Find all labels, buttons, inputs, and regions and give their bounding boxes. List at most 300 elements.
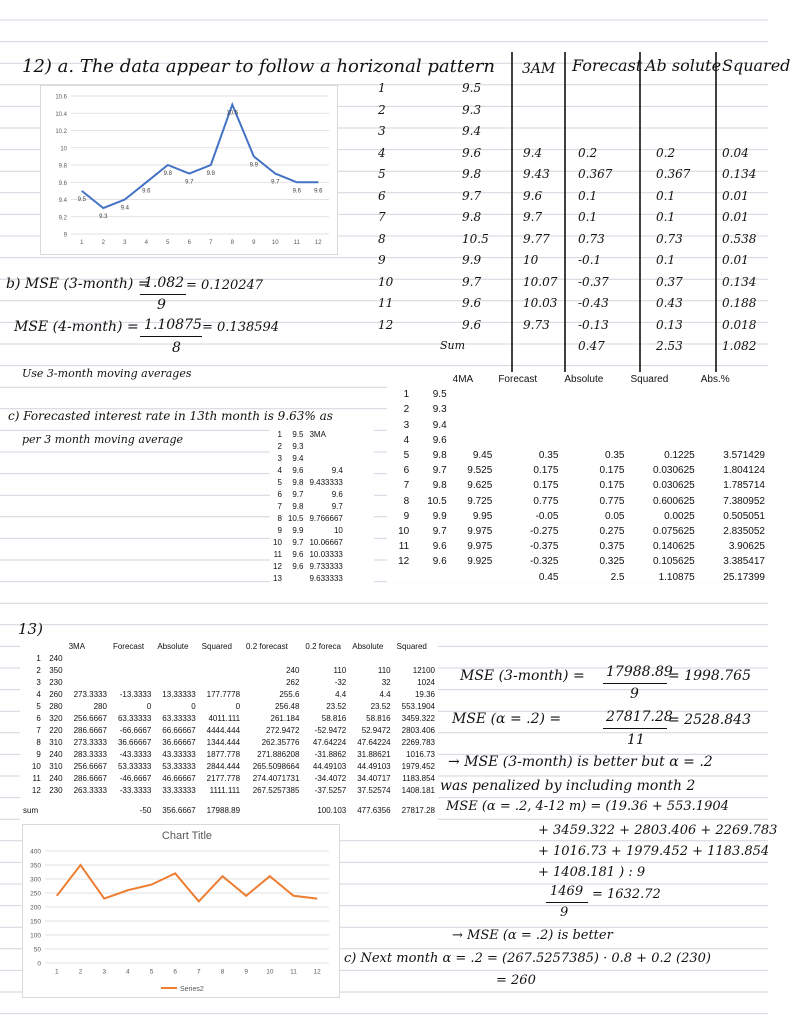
hw-table-cell: 9.4 <box>462 124 482 138</box>
table-cell: 0.775 <box>599 495 625 507</box>
table-cell: 52.9472 <box>361 725 391 735</box>
hw-table-cell: 0.13 <box>656 317 683 332</box>
x-tick-label: 7 <box>209 240 213 246</box>
table-cell: 110 <box>333 665 347 675</box>
chart-title: Chart Title <box>161 830 213 842</box>
hw-header-forecast: Forecast <box>572 56 643 75</box>
p13-better-note: → MSE (α = .2) is better <box>452 928 613 943</box>
part-c-line2: per 3 month moving average <box>22 433 183 446</box>
table-cell <box>302 652 349 664</box>
table-cell: 6 <box>403 465 410 477</box>
table-cell: 261.184 <box>270 713 300 723</box>
p13-note-1: → MSE (3-month) is better but α = .2 <box>448 754 713 770</box>
table-cell <box>450 569 496 584</box>
table-header-cell: Squared <box>630 374 669 386</box>
table-cell <box>66 664 110 676</box>
hw-table-cell: 0.538 <box>722 231 757 246</box>
table-cell <box>306 452 345 464</box>
hw-table-cell: 0.1 <box>656 253 676 267</box>
table-cell: 0.35 <box>605 450 625 462</box>
table-cell: 6 <box>36 713 41 723</box>
table-cell: 2844.444 <box>206 761 241 771</box>
table-cell: 0.140625 <box>653 541 695 553</box>
hw-table-cell: 0.1 <box>656 188 676 203</box>
table-cell: 9.6 <box>432 541 447 553</box>
table-cell <box>495 418 561 433</box>
table-cell: 1877.778 <box>206 749 241 759</box>
mse3-result: = 0.120247 <box>186 278 264 293</box>
table-cell: 0.105625 <box>653 556 695 568</box>
hw-table-cell: 0.2 <box>578 145 598 160</box>
p13-mse-line-2: + 3459.322 + 2803.406 + 2269.783 <box>538 823 778 838</box>
table-cell: 9.433333 <box>309 477 343 487</box>
hw-table-cell: 9.3 <box>462 102 482 117</box>
part-c-line1: c) Forecasted interest rate in 13th month is 9.63% as <box>8 409 333 423</box>
table-cell: 9.9 <box>432 510 447 522</box>
x-tick-label: 9 <box>252 240 256 246</box>
x-tick-label: 4 <box>126 968 130 976</box>
table-row <box>270 548 346 560</box>
p13-mse-alpha-label: MSE (α = .2) = <box>452 711 562 727</box>
table-cell: 240 <box>49 653 63 663</box>
x-tick-label: 1 <box>55 968 59 976</box>
table-row <box>270 536 346 548</box>
table-cell: 9.7 <box>432 465 447 477</box>
table-cell: 9.525 <box>467 465 493 477</box>
hw-table-cell: 9.5 <box>462 81 482 95</box>
table-cell: 286.6667 <box>73 773 107 783</box>
table-cell: 7 <box>36 725 41 735</box>
table-cell: 6 <box>277 489 282 499</box>
table-cell: 273.3333 <box>73 689 107 699</box>
table-cell: 9.7 <box>292 489 304 499</box>
table-cell <box>561 433 627 448</box>
mse4-denominator: 8 <box>172 340 181 356</box>
table-header-row <box>20 640 438 652</box>
table-row <box>270 512 346 524</box>
hw-table-cell: 9 <box>378 253 386 267</box>
hw-table-cell: 0.134 <box>722 274 757 289</box>
y-tick-label: 100 <box>30 932 41 940</box>
table-cell: 9.95 <box>472 510 493 522</box>
data-label: 10.5 <box>226 110 239 117</box>
x-tick-label: 5 <box>149 968 154 976</box>
table-cell: 37.52574 <box>357 785 391 795</box>
hw-table-cell: 9.43 <box>523 167 550 181</box>
table-cell: 9.6 <box>292 561 304 571</box>
table-cell: 0 <box>191 701 196 711</box>
table-cell: 0.325 <box>599 556 625 568</box>
p13-mse-alpha-denominator: 11 <box>627 732 645 748</box>
table-cell: 3 <box>36 677 41 687</box>
table-cell <box>394 652 438 664</box>
table-spacer-row <box>20 796 438 804</box>
table-cell: 44.49103 <box>312 761 347 771</box>
table-cell: 2.5 <box>610 571 625 583</box>
table-cell: 12100 <box>412 665 435 675</box>
table-cell: -52.9472 <box>314 725 347 735</box>
problem-13-heading: 13) <box>18 620 43 638</box>
hw-table-cell: 0.1 <box>656 210 676 224</box>
x-tick-label: 8 <box>220 968 225 976</box>
table-cell: -13.3333 <box>119 689 152 699</box>
hw-table-cell: 0.1 <box>578 210 598 224</box>
hw-table-cell: 9.7 <box>523 210 543 224</box>
x-tick-label: 12 <box>313 968 321 976</box>
table-cell: 9.45 <box>472 450 493 462</box>
table-cell: -37.5257 <box>314 785 347 795</box>
table-cell: 256.6667 <box>73 761 107 771</box>
x-tick-label: 3 <box>123 240 127 246</box>
table-cell: 240 <box>49 749 63 759</box>
table-cell: 3.385417 <box>723 556 765 568</box>
table-cell: 7.380952 <box>723 495 765 507</box>
table-cell: 0.175 <box>533 465 559 477</box>
hw-table-cell: 9.6 <box>462 317 482 332</box>
table-row <box>270 452 346 464</box>
table-cell: 0.175 <box>599 465 625 477</box>
table-header-cell: Squared <box>201 641 232 651</box>
table-cell: 1.804124 <box>723 465 765 477</box>
table-cell <box>561 418 627 433</box>
table-row <box>270 488 346 500</box>
table-cell: 2.835052 <box>723 525 765 537</box>
table-header-cell: Absolute <box>352 641 384 651</box>
table-header-cell: Absolute <box>157 641 189 651</box>
hw-table-cell: 9.7 <box>462 188 482 203</box>
table-sum-row <box>20 804 438 816</box>
table-cell <box>698 433 768 448</box>
table-cell: 1.10875 <box>658 571 695 583</box>
p13-mse-alpha-numerator: 27817.28 <box>606 709 673 725</box>
x-tick-label: 7 <box>197 968 201 976</box>
table-cell: 23.52 <box>370 701 391 711</box>
table-cell: 9 <box>36 749 41 759</box>
data-label: 9.3 <box>99 214 108 221</box>
table-cell <box>199 664 243 676</box>
x-tick-label: 1 <box>80 240 84 246</box>
table-cell: 9.625 <box>467 480 493 492</box>
table-row <box>20 736 438 748</box>
table-cell: 262 <box>286 677 300 687</box>
y-tick-label: 350 <box>30 862 41 870</box>
p13-next-month-line2: = 260 <box>496 973 536 988</box>
table-cell: -0.275 <box>530 525 559 537</box>
table-cell: 8 <box>403 495 410 507</box>
table-cell: 2269.783 <box>401 737 435 747</box>
table-header-cell: 9.5 <box>292 429 304 439</box>
table-cell <box>450 402 496 417</box>
hw-table-cell: -0.1 <box>578 253 602 267</box>
hw-table-cell: 0.04 <box>722 145 749 160</box>
table-cell: 9.6 <box>292 549 304 559</box>
hw-sum-value: 2.53 <box>656 339 683 353</box>
table-row <box>387 387 768 402</box>
table-cell: 5 <box>36 701 41 711</box>
table-cell: -0.325 <box>530 556 559 568</box>
p13-mse-alpha-fraction-bar <box>603 728 667 729</box>
mse4-numerator: 1.10875 <box>144 317 202 333</box>
table-cell: 9.4 <box>432 419 447 431</box>
table-cell: 12 <box>398 556 410 568</box>
table-row <box>270 572 346 584</box>
mse3-numerator: 1.082 <box>144 275 185 291</box>
table-cell: 9 <box>277 525 282 535</box>
table-cell: 10 <box>398 525 410 537</box>
x-tick-label: 11 <box>290 968 297 976</box>
table-cell: 9.8 <box>292 477 304 487</box>
table-cell: 9.8 <box>432 480 447 492</box>
table-cell: 47.64224 <box>357 737 391 747</box>
table-cell <box>698 418 768 433</box>
table-cell: 3 <box>403 419 410 431</box>
table-cell: 25.17399 <box>723 571 765 583</box>
table-cell: 1016.73 <box>406 749 435 759</box>
table-cell <box>243 652 302 664</box>
table-cell: 10 <box>273 537 282 547</box>
table-row <box>387 494 768 509</box>
demand-chart-svg <box>23 825 339 997</box>
table-cell <box>698 387 768 402</box>
table-cell <box>306 440 345 452</box>
hw-table-cell: 1 <box>378 81 386 95</box>
table-cell <box>495 402 561 417</box>
x-tick-label: 3 <box>102 968 106 976</box>
table-row <box>270 440 346 452</box>
hw-header-squared: Squared <box>722 56 790 75</box>
y-tick-label: 10.4 <box>55 111 67 118</box>
table-cell: 1024 <box>417 677 435 687</box>
series-line <box>57 865 317 901</box>
table-cell: 9.4 <box>292 453 304 463</box>
table-row <box>387 418 768 433</box>
table-cell: 9.6 <box>432 434 447 446</box>
hw-table-cell: -0.37 <box>578 274 609 289</box>
table-cell: 310 <box>49 737 63 747</box>
table-cell: 0.0025 <box>664 510 695 522</box>
table-cell: 58.816 <box>366 713 391 723</box>
table-header-cell: Absolute <box>564 374 604 386</box>
p13-mse3-denominator: 9 <box>630 686 639 702</box>
table-cell: -46.6667 <box>119 773 152 783</box>
y-tick-label: 50 <box>33 946 41 954</box>
table-cell: 356.6667 <box>162 805 196 815</box>
table-cell: 0.175 <box>533 480 559 492</box>
table-row <box>387 478 768 493</box>
table-cell: 255.6 <box>279 689 300 699</box>
table-cell: 553.1904 <box>401 701 435 711</box>
demand-chart <box>22 824 340 998</box>
hw-table-cell: 8 <box>378 231 386 246</box>
p13-note-2: was penalized by including month 2 <box>440 778 696 794</box>
hw-table-cell: 3 <box>378 124 386 138</box>
table-cell <box>199 652 243 664</box>
table-cell: 350 <box>49 665 63 675</box>
table-cell <box>154 664 198 676</box>
table-cell: 7 <box>403 480 410 492</box>
table-cell: 9.3 <box>432 404 447 416</box>
mse3-fraction-bar <box>140 294 186 295</box>
table-cell: 2803.406 <box>401 725 435 735</box>
x-tick-label: 10 <box>266 968 274 976</box>
table-cell: 262.35776 <box>261 737 300 747</box>
hw-table-cell: 10.5 <box>462 231 489 246</box>
y-tick-label: 9.4 <box>58 198 67 204</box>
table-row <box>387 509 768 524</box>
table-cell: 9 <box>403 510 410 522</box>
data-label: 9.6 <box>142 188 151 195</box>
hw-table-cell: 0.43 <box>656 296 683 310</box>
table-cell: 27817.28 <box>401 805 435 815</box>
table-cell: 0 <box>146 701 152 711</box>
p13-mse3-label: MSE (3-month) = <box>460 668 585 684</box>
hw-table-cell: 2 <box>378 102 386 117</box>
table-cell: 2177.778 <box>206 773 241 783</box>
table-cell: 47.64224 <box>312 737 347 747</box>
table-cell: 11 <box>398 541 410 553</box>
table-cell: 3.571429 <box>723 450 765 462</box>
hw-table-cell: 0.367 <box>656 167 691 181</box>
hw-sum-label: Sum <box>440 339 466 352</box>
table-cell: 9.7 <box>432 525 447 537</box>
hw-table-cell: 10.03 <box>523 296 558 310</box>
table-cell: 0.505051 <box>723 510 765 522</box>
hw-table-cell: 0.37 <box>656 274 683 289</box>
hw-table-cell: 0.188 <box>722 296 757 310</box>
table-cell: 9.7 <box>331 501 343 511</box>
table-header-cell: 0.2 forecast <box>246 641 288 651</box>
hw-table-cell: 9.4 <box>523 145 543 160</box>
y-tick-label: 9.8 <box>58 163 67 170</box>
table-cell: 1 <box>36 653 41 663</box>
p13-frac-bar <box>546 902 588 903</box>
table-row <box>270 560 346 572</box>
table-cell: 256.48 <box>274 701 300 711</box>
table-header-row <box>270 428 346 440</box>
y-tick-label: 0 <box>37 960 41 968</box>
table-cell: 9.975 <box>467 541 493 553</box>
table-cell: 10.06667 <box>309 537 343 547</box>
table-cell: 44.49103 <box>357 761 391 771</box>
hw-table-cell: 9.73 <box>523 317 550 332</box>
table-cell: -66.6667 <box>119 725 152 735</box>
mse4-fraction-bar <box>140 336 202 337</box>
table-row <box>20 664 438 676</box>
table-cell: 4 <box>403 434 410 446</box>
hw-table-cell: 0.01 <box>722 188 749 203</box>
table-header-cell <box>20 640 44 652</box>
ma4-table <box>387 372 768 582</box>
table-header-cell: 3MA <box>68 641 86 651</box>
y-tick-label: 10.2 <box>55 129 67 135</box>
table-row <box>20 784 438 796</box>
y-tick-label: 10 <box>60 146 67 153</box>
p13-mse-line-3: + 1016.73 + 1979.452 + 1183.854 <box>538 844 770 859</box>
table-cell: 12 <box>273 561 282 571</box>
p13-mse3-numerator: 17988.89 <box>606 664 673 680</box>
hw-table-cell: 0.73 <box>656 231 683 246</box>
x-tick-label: 2 <box>78 968 83 976</box>
table-cell: 0.05 <box>605 510 625 522</box>
table-cell <box>495 433 561 448</box>
table-cell <box>44 804 66 816</box>
table-cell: 8 <box>277 513 282 523</box>
table-cell: sum <box>23 805 39 815</box>
x-tick-label: 6 <box>187 240 191 246</box>
hw-table-cell: 5 <box>378 167 386 181</box>
table-cell: 13.33333 <box>162 689 196 699</box>
table-cell: -34.4072 <box>314 773 347 783</box>
table-cell: -33.3333 <box>119 785 152 795</box>
table-header-cell: 3MA <box>309 429 326 439</box>
table-row <box>20 700 438 712</box>
table-cell: 0.45 <box>538 571 559 583</box>
table-cell: 1.785714 <box>723 480 765 492</box>
table-cell: 273.3333 <box>73 737 107 747</box>
hw-table-cell: 9.7 <box>462 274 482 289</box>
x-tick-label: 9 <box>244 968 248 976</box>
hw-header-3am: 3AM <box>522 61 556 77</box>
data-label: 9.7 <box>185 179 194 186</box>
table-row <box>20 712 438 724</box>
mse4-label: MSE (4-month) = <box>14 319 139 335</box>
hw-table-cell: 9.6 <box>462 296 482 310</box>
y-tick-label: 10.6 <box>55 94 67 101</box>
x-tick-label: 10 <box>271 240 279 246</box>
hw-sum-value: 0.47 <box>578 339 605 353</box>
mse3-denominator: 9 <box>157 297 166 313</box>
mse3-label: b) MSE (3-month) = <box>6 276 150 292</box>
table-cell: 265.5098664 <box>252 761 300 771</box>
table-cell: 4 <box>277 465 282 475</box>
table-cell: 63.33333 <box>162 713 196 723</box>
hw-table-cell: 9.8 <box>462 167 482 181</box>
table-cell: 271.886208 <box>257 749 300 759</box>
table-cell: 17988.89 <box>206 805 241 815</box>
table-cell: 8 <box>36 737 41 747</box>
table-row <box>387 539 768 554</box>
table-row <box>387 433 768 448</box>
table-cell <box>450 418 496 433</box>
table-cell: 286.6667 <box>73 725 107 735</box>
table-header-cell: 4MA <box>452 374 474 386</box>
table-row <box>387 554 768 569</box>
x-tick-label: 6 <box>173 968 177 976</box>
p13-mse3-result: = 1998.765 <box>668 668 751 684</box>
table-cell: 110 <box>377 665 391 675</box>
table-cell: 9.8 <box>432 450 447 462</box>
table-cell <box>154 676 198 688</box>
table-cell: 10 <box>333 525 343 535</box>
data-label: 9.6 <box>292 188 301 195</box>
table-cell: 9.7 <box>292 537 304 547</box>
table-cell: -50 <box>139 805 152 815</box>
hw-table-cell: 0.367 <box>578 167 613 181</box>
table-row <box>387 463 768 478</box>
hw-table-cell: 0.01 <box>722 253 749 267</box>
table-cell: 9.6 <box>292 465 304 475</box>
table-cell <box>199 676 243 688</box>
table-cell: 10.5 <box>287 513 304 523</box>
table-cell: 33.33333 <box>162 785 196 795</box>
hw-header-absolute: Ab solute <box>645 56 722 75</box>
table-cell: 11 <box>32 773 41 783</box>
hw-table-cell: 6 <box>378 188 386 203</box>
table-cell: 0.030625 <box>653 480 695 492</box>
x-tick-label: 12 <box>314 240 322 246</box>
table-cell: 256.6667 <box>73 713 107 723</box>
table-row <box>270 524 346 536</box>
